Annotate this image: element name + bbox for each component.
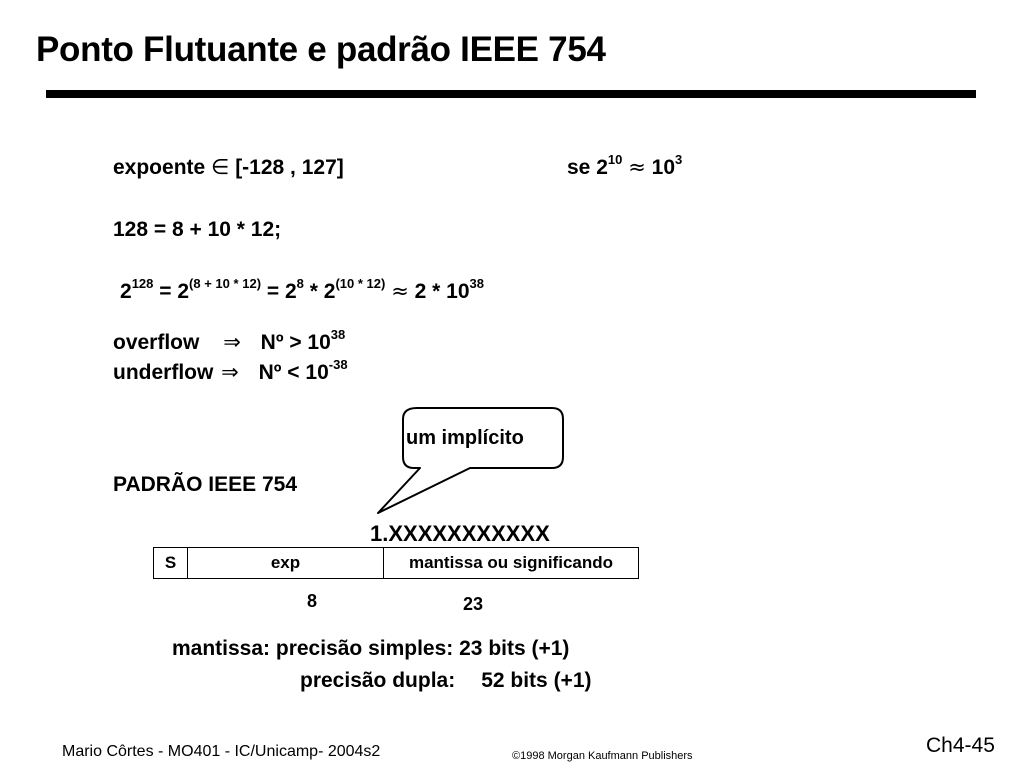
mantissa-bits: 23 [463, 594, 484, 614]
power-exp1: (8 + 10 * 12) [189, 276, 262, 292]
precision-double-value: 52 bits (+1) [481, 669, 592, 692]
page-number: Ch4-45 [926, 734, 995, 757]
title-underline [46, 90, 976, 98]
callout-text: um implícito [406, 427, 524, 449]
overflow-line [113, 327, 346, 355]
power-approx-symbol: ≈ [391, 279, 409, 303]
condition-base: se 2 [567, 156, 608, 179]
element-of-symbol: ∈ [211, 155, 230, 179]
copyright-icon: © [512, 750, 521, 762]
exponent-range: [-128 , 127] [235, 156, 344, 179]
power-lhs-base: 2 [120, 280, 132, 303]
power-exp3: (10 * 12) [335, 276, 386, 292]
approx-symbol: ≈ [628, 155, 646, 179]
condition-power-base: 10 [651, 156, 676, 179]
power-exp2: 8 [296, 276, 304, 292]
mantissa-field: mantissa ou significando [408, 553, 614, 572]
precision-double-label: precisão dupla: [300, 669, 456, 692]
copyright-text: 1998 Morgan Kaufmann Publishers [520, 750, 693, 762]
implies-arrow-icon: ⇒ [221, 360, 239, 384]
power-result-base: 2 * 10 [408, 280, 470, 303]
power-equation [120, 276, 485, 304]
exponent-label: expoente [113, 156, 206, 179]
standard-heading: PADRÃO IEEE 754 [113, 473, 298, 496]
footer-copyright [512, 750, 693, 762]
overflow-label: overflow [113, 331, 200, 354]
condition-power-exponent: 3 [675, 152, 683, 168]
power-eq1: = 2 [153, 280, 190, 303]
precision-double-line [300, 669, 592, 693]
footer-author: Mario Côrtes - MO401 - IC/Unicamp- 2004s2 [62, 743, 381, 760]
underflow-text: Nº < 10 [258, 361, 329, 384]
overflow-exp: 38 [330, 327, 346, 343]
ieee-format-table [153, 547, 639, 579]
exponent-field: exp [188, 548, 384, 578]
precision-single-line [172, 637, 569, 661]
approximation-condition [567, 152, 683, 180]
power-result-exp: 38 [469, 276, 485, 292]
power-lhs-exp: 128 [131, 276, 154, 292]
slide-title: Ponto Flutuante e padrão IEEE 754 [36, 30, 606, 69]
underflow-line [113, 357, 348, 385]
sign-field: S [154, 548, 188, 578]
exponent-bits: 8 [307, 591, 318, 611]
precision-prefix: mantissa: [172, 637, 276, 660]
callout-bubble-shape [370, 405, 570, 525]
underflow-exp: -38 [328, 357, 348, 373]
overflow-text: Nº > 10 [260, 331, 331, 354]
power-eq2: = 2 [261, 280, 297, 303]
underflow-label: underflow [113, 361, 214, 384]
mantissa-pattern: 1.XXXXXXXXXXX [370, 521, 550, 546]
exponent-range-line [113, 155, 344, 180]
implies-arrow-icon: ⇒ [223, 330, 241, 354]
decomposition-line: 128 = 8 + 10 * 12; [113, 218, 282, 241]
power-mul: * 2 [303, 280, 336, 303]
precision-single: precisão simples: 23 bits (+1) [275, 637, 570, 660]
condition-exponent: 10 [607, 152, 623, 168]
